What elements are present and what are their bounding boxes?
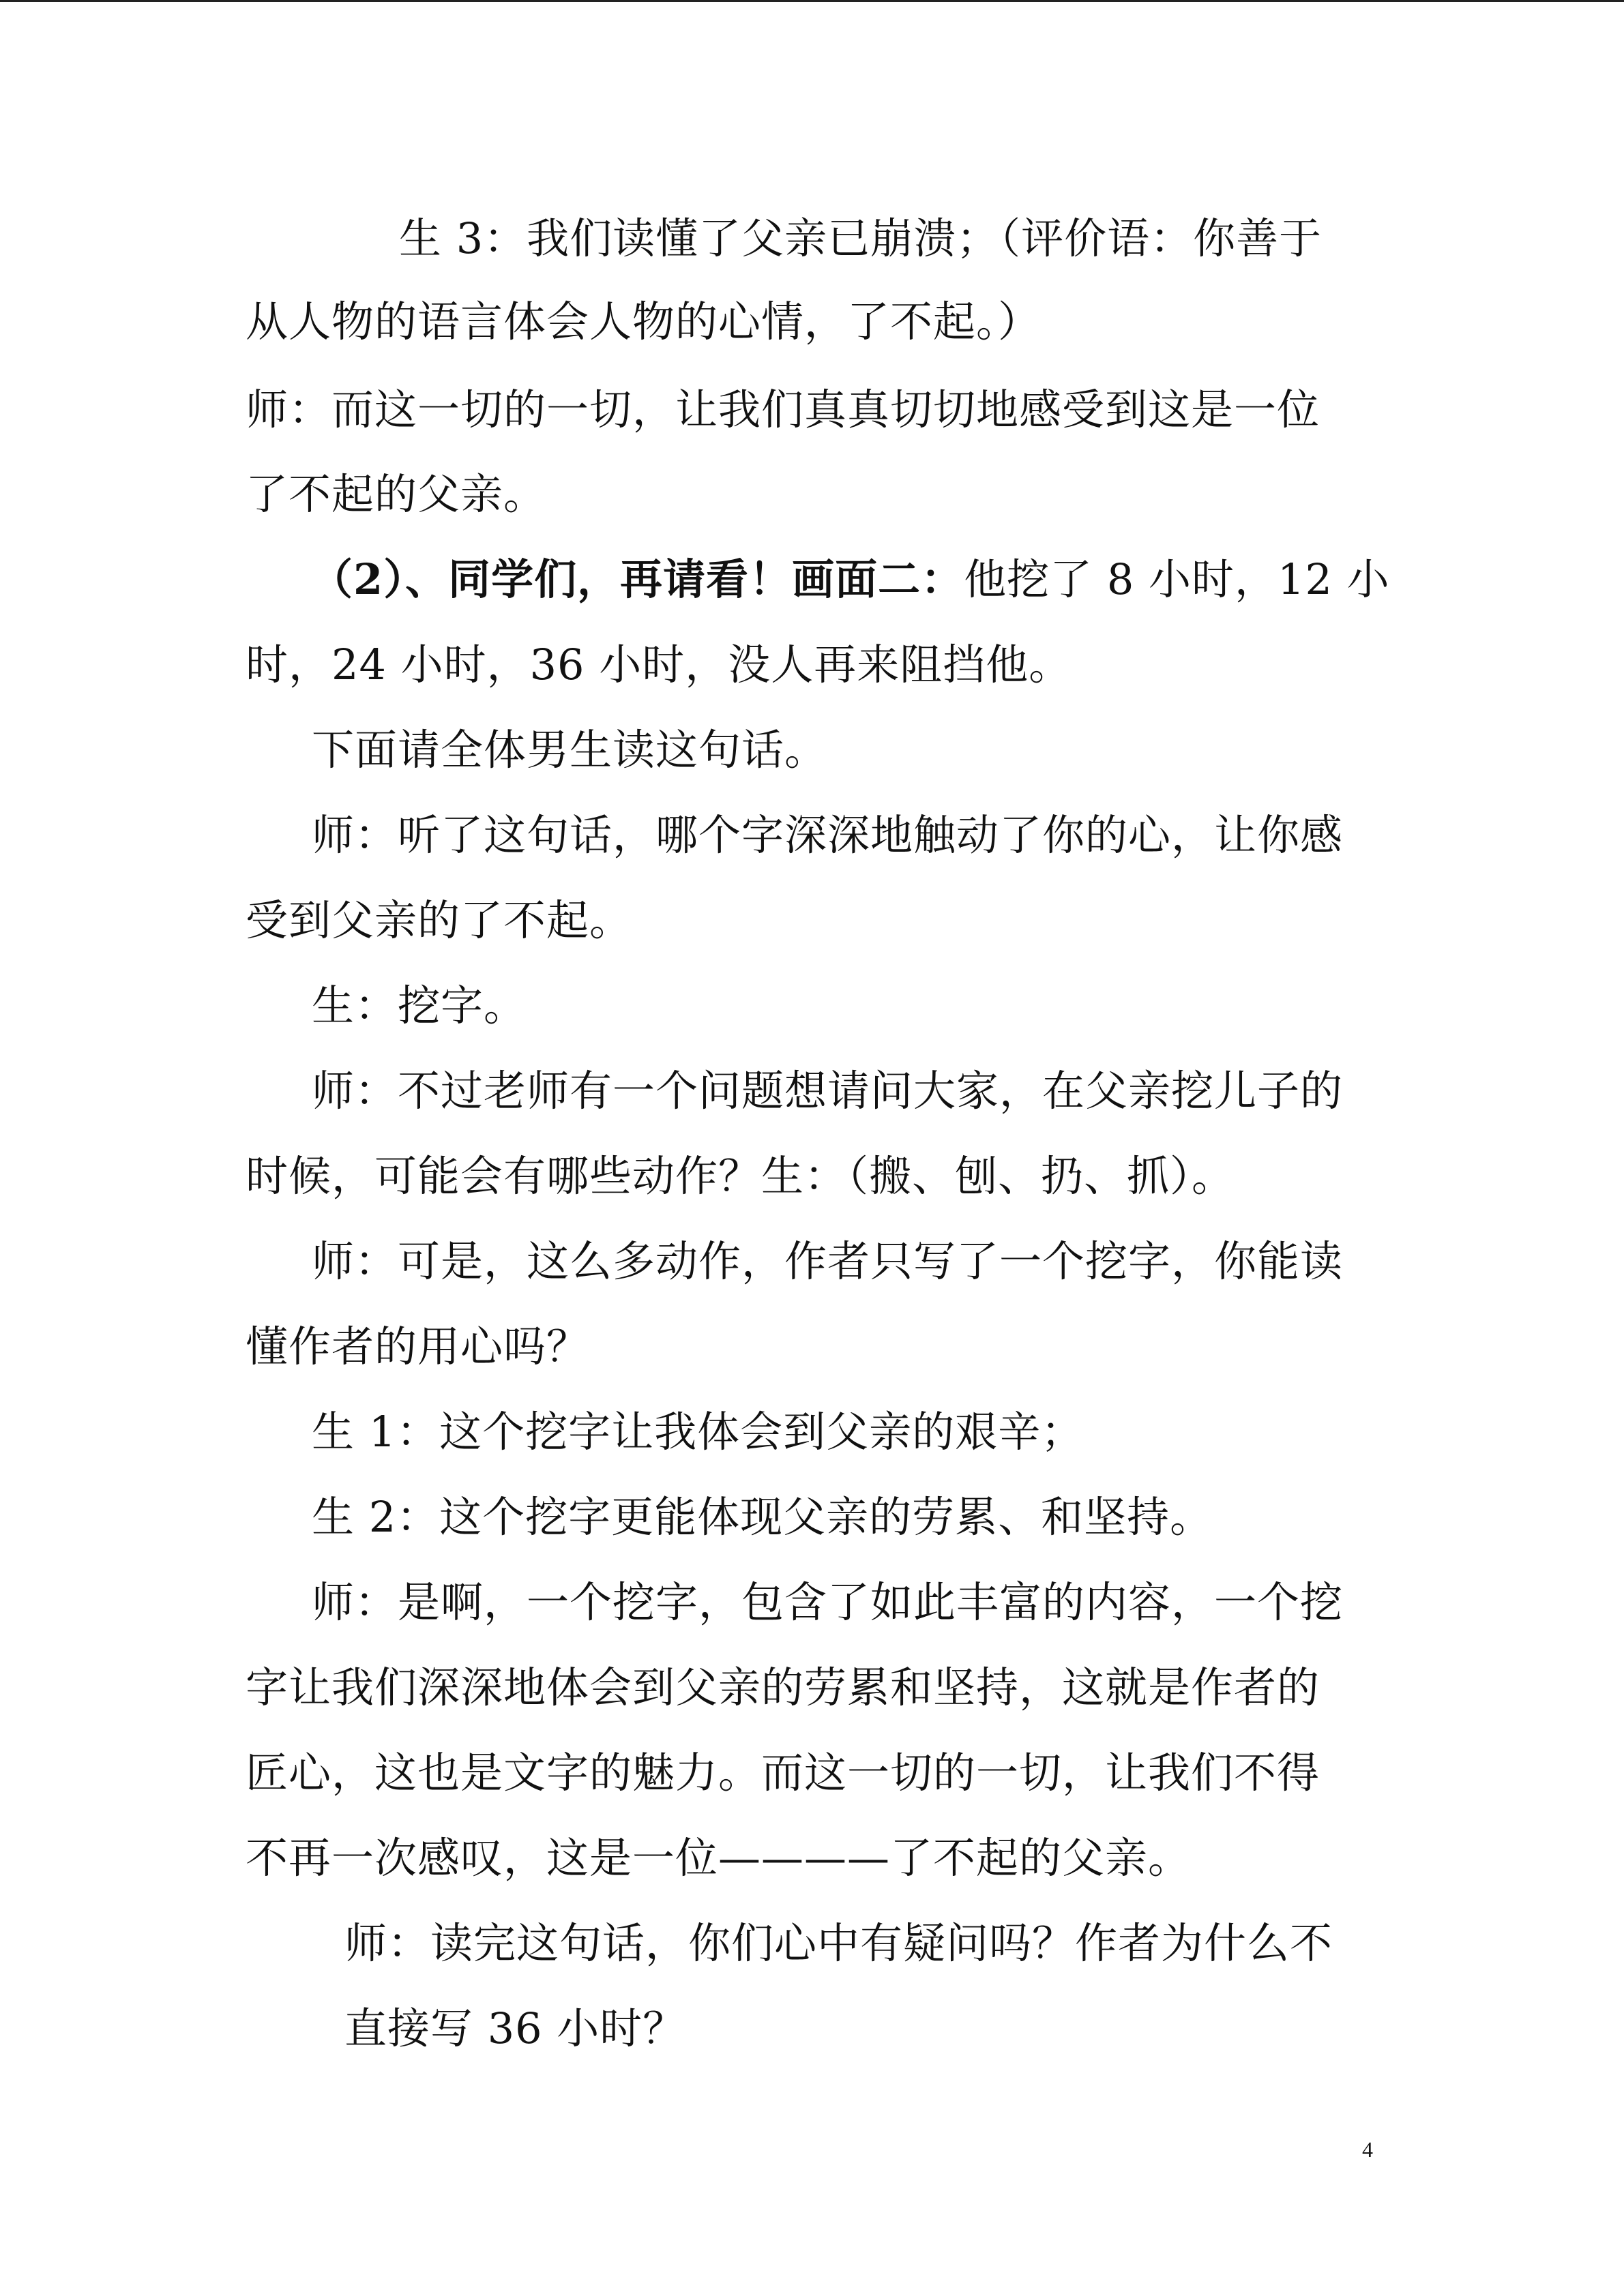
text-line: 时，24 小时，36 小时，没人再来阻挡他。	[246, 640, 1072, 689]
text-line: 师：可是，这么多动作，作者只写了一个挖字，你能读	[312, 1236, 1344, 1286]
text-line: 懂作者的用心吗？	[246, 1322, 590, 1371]
text-span: 他挖了 8 小时，12 小	[964, 554, 1390, 604]
text-line: 师：听了这句话，哪个字深深地触动了你的心，让你感	[312, 810, 1344, 860]
text-line: 师：而这一切的一切，让我们真真切切地感受到这是一位	[246, 385, 1320, 434]
text-line: 了不起的父亲。	[246, 469, 547, 519]
text-line: 师：是啊，一个挖字，包含了如此丰富的内容，一个挖	[312, 1577, 1344, 1627]
text-line: 生：挖字。	[312, 981, 527, 1030]
page-number: 4	[1362, 2137, 1373, 2162]
text-line: 师：读完这句话，你们心中有疑问吗？作者为什么不	[344, 1918, 1333, 1968]
text-line: 生 3：我们读懂了父亲已崩溃；（评价语：你善于	[399, 213, 1323, 263]
text-line: 字让我们深深地体会到父亲的劳累和坚持，这就是作者的	[246, 1663, 1320, 1712]
section-heading: （2）、同学们，再请看！画面二：	[310, 554, 964, 604]
text-line: 不再一次感叹，这是一位————了不起的父亲。	[246, 1833, 1192, 1883]
text-line: 受到父亲的了不起。	[246, 895, 633, 945]
text-line: 直接写 36 小时？	[344, 2003, 686, 2053]
text-line: 匠心，这也是文字的魅力。而这一切的一切，让我们不得	[246, 1748, 1320, 1798]
text-line: 时候，可能会有哪些动作？生：（搬、刨、扔、抓）。	[246, 1151, 1235, 1201]
text-line: 师：不过老师有一个问题想请问大家，在父亲挖儿子的	[312, 1066, 1344, 1116]
text-line: 生 1：这个挖字让我体会到父亲的艰辛；	[312, 1407, 1084, 1457]
text-line: 生 2：这个挖字更能体现父亲的劳累、和坚持。	[312, 1492, 1213, 1542]
text-line	[310, 552, 1390, 607]
text-line: 下面请全体男生读这句话。	[312, 725, 828, 775]
text-line: 从人物的语言体会人物的心情，了不起。）	[246, 297, 1042, 346]
top-border-line	[0, 0, 1624, 2]
